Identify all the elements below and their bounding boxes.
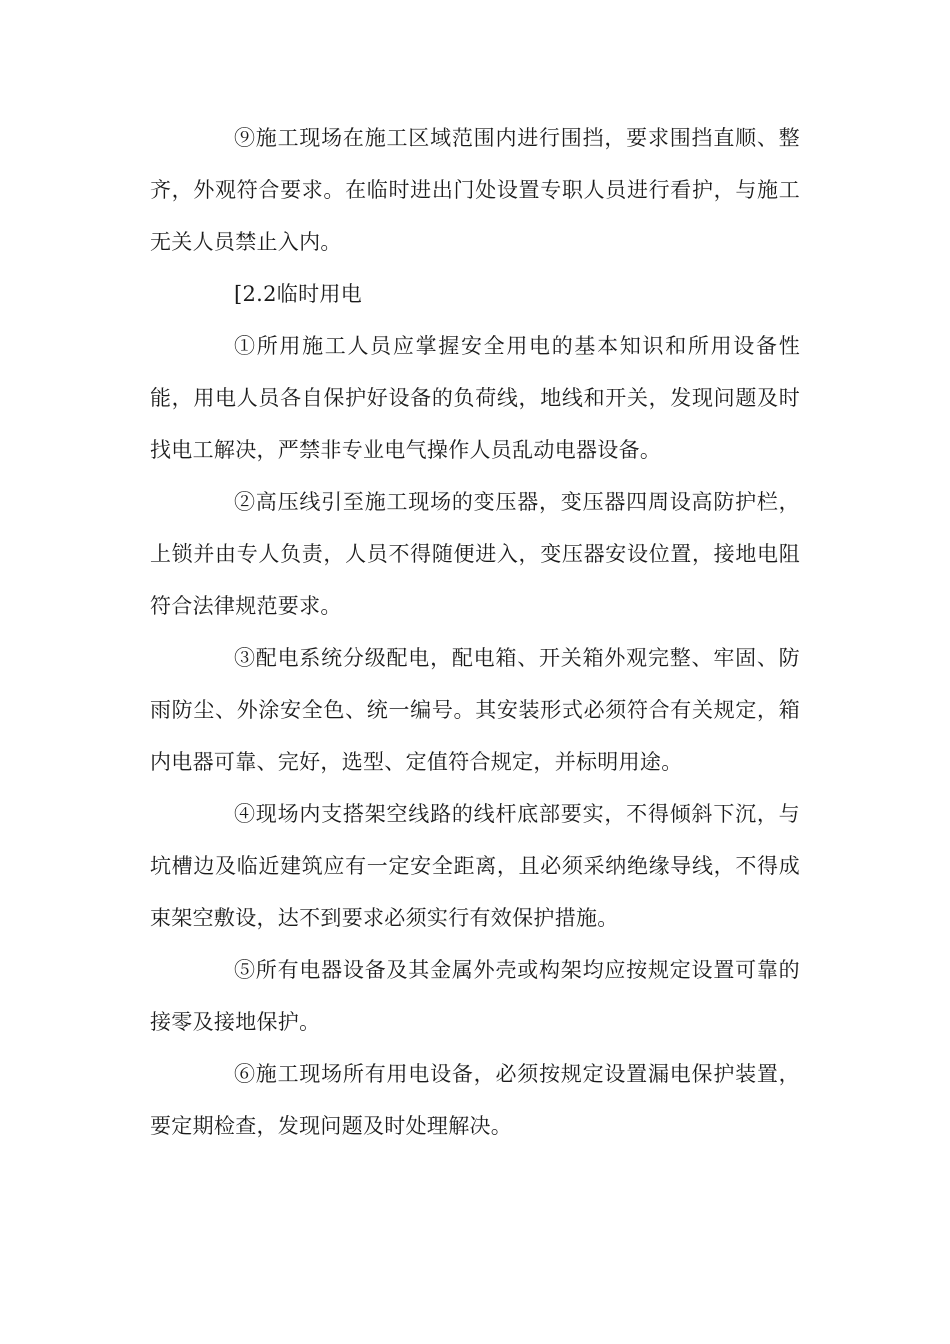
- paragraph-transformer: ②高压线引至施工现场的变压器，变压器四周设高防护栏，上锁并由专人负责，人员不得随便进入，变压器安设位置，接地电阻符合法律规范要求。: [150, 490, 800, 618]
- paragraph-grounding: ⑤所有电器设备及其金属外壳或构架均应按规定设置可靠的接零及接地保护。: [150, 958, 800, 1034]
- paragraph-electric-safety-knowledge: ①所用施工人员应掌握安全用电的基本知识和所用设备性能，用电人员各自保护好设备的负荷线，地线和开关，发现问题及时找电工解决，严禁非专业电气操作人员乱动电器设备。: [150, 334, 800, 462]
- document-body: [150, 112, 800, 1152]
- paragraph-leakage-protection: ⑥施工现场所有用电设备，必须按规定设置漏电保护装置，要定期检查，发现问题及时处理解决。: [150, 1062, 800, 1138]
- paragraph-overhead-lines: ④现场内支搭架空线路的线杆底部要实，不得倾斜下沉，与坑槽边及临近建筑应有一定安全距离，且必须采纳绝缘导线，不得成束架空敷设，达不到要求必须实行有效保护措施。: [150, 802, 800, 930]
- paragraph-distribution-system: ③配电系统分级配电，配电箱、开关箱外观完整、牢固、防雨防尘、外涂安全色、统一编号。其安装形式必须符合有关规定，箱内电器可靠、完好，选型、定值符合规定，并标明用途。: [150, 646, 800, 774]
- section-heading-temporary-electricity: [2.2临时用电: [234, 282, 362, 306]
- paragraph-enclosure: ⑨施工现场在施工区域范围内进行围挡，要求围挡直顺、整齐，外观符合要求。在临时进出门处设置专职人员进行看护，与施工无关人员禁止入内。: [150, 126, 800, 254]
